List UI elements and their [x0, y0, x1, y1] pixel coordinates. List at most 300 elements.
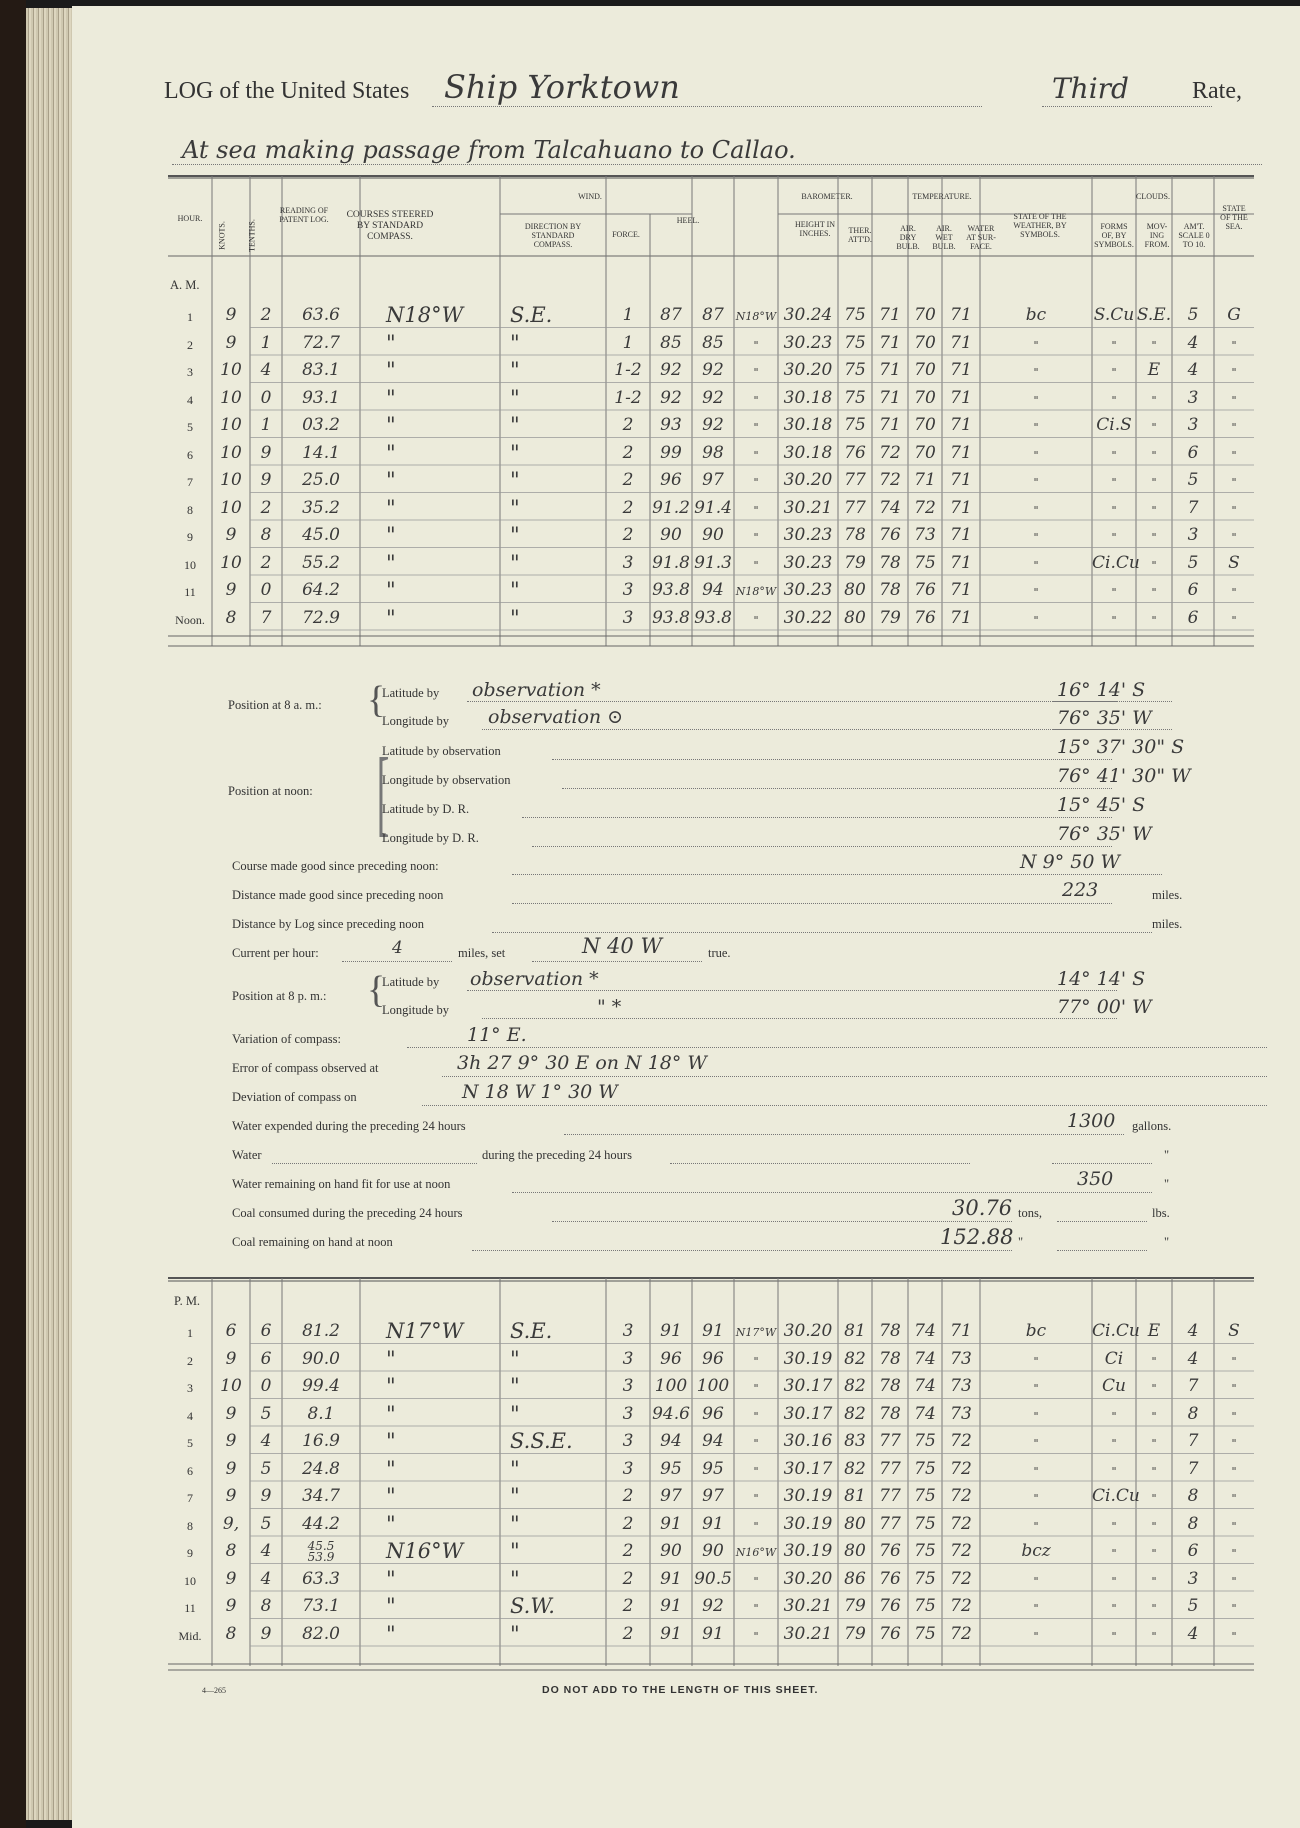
pos8am-lon: 76° 35' W	[1057, 707, 1152, 729]
pm-cell: 97	[660, 1486, 682, 1506]
pm-cell: 71	[950, 1321, 972, 1341]
hdr-knots: KNOTS.	[217, 221, 227, 250]
hdr-dry-bulb: AIR. DRY BULB.	[896, 224, 920, 251]
pm-cell: 81	[844, 1321, 866, 1341]
pm-cell: "	[753, 1629, 759, 1643]
am-cell: 79	[844, 552, 866, 573]
am-cell: "	[753, 613, 759, 627]
am-cell: "	[1231, 531, 1237, 544]
am-cell: 71	[950, 552, 972, 573]
pm-cell: 30.17	[783, 1376, 833, 1396]
current-mid: miles, set	[458, 946, 506, 960]
pos8am-lon-label: Longitude by	[382, 714, 450, 728]
pm-cell: N17°W	[735, 1326, 777, 1339]
pm-cell: 9	[260, 1623, 272, 1644]
pm-cell: 96	[702, 1348, 724, 1369]
water-rem-label: Water remaining on hand fit for use at noon	[232, 1177, 451, 1191]
pm-cell: 4	[260, 1568, 272, 1589]
pm-cell: "	[1231, 1492, 1237, 1505]
pm-hour-label: 7	[187, 1491, 193, 1505]
am-cell: Ci.Cu	[1092, 552, 1140, 573]
am-hour-label: 5	[187, 420, 193, 434]
am-cell: 30.22	[783, 607, 833, 628]
am-cell: 9	[225, 580, 237, 600]
pm-cell: "	[1111, 1547, 1117, 1560]
am-cell: 63.6	[302, 305, 340, 325]
am-cell: "	[386, 605, 396, 630]
am-cell: 71	[950, 607, 972, 628]
am-cell: 83.1	[302, 360, 340, 380]
am-cell: "	[1111, 531, 1117, 544]
posnoon-label: Position at noon:	[228, 784, 313, 798]
am-cell: 79	[879, 607, 901, 628]
pm-cell: "	[1111, 1602, 1117, 1615]
pm-cell: 8.1	[307, 1403, 335, 1424]
pm-cell: "	[1231, 1519, 1237, 1533]
pm-cell: 9	[225, 1431, 237, 1451]
pm-cell: 91	[660, 1513, 682, 1534]
water-exp-value: 1300	[1067, 1110, 1116, 1132]
coal-cons-value: 30.76	[952, 1196, 1013, 1220]
pm-cell: 78	[879, 1376, 901, 1396]
am-cell: 4	[260, 360, 272, 380]
am-cell: 75	[844, 305, 866, 325]
form-number: 4—265	[202, 1686, 226, 1695]
pm-cell: 82.0	[302, 1623, 340, 1644]
am-cell: S.E.	[510, 303, 553, 327]
am-cell: 25.0	[302, 470, 340, 490]
am-cell: 80	[844, 580, 866, 600]
pm-cell: "	[386, 1621, 396, 1646]
pm-cell: 16.9	[302, 1431, 340, 1451]
pm-cell: 30.19	[783, 1541, 833, 1561]
am-cell: 2	[622, 442, 634, 463]
am-cell: 70	[914, 360, 936, 380]
pm-cell: 76	[879, 1568, 901, 1589]
pm-cell: 30.19	[783, 1513, 833, 1534]
pm-cell: 9,	[222, 1513, 240, 1534]
am-cell: 10	[220, 387, 242, 408]
am-cell: "	[386, 495, 396, 520]
pm-cell: 92	[702, 1596, 724, 1616]
hdr-cloud-moving: MOV- ING FROM.	[1144, 222, 1170, 249]
am-cell: "	[510, 468, 520, 492]
am-hour-label: Noon.	[175, 612, 205, 627]
pm-cell: 72	[950, 1541, 972, 1561]
am-cell: 74	[879, 497, 901, 518]
am-cell: S	[1228, 552, 1240, 573]
pm-cell: "	[510, 1484, 520, 1508]
pm-hour-label: 10	[184, 1573, 196, 1588]
am-cell: 93	[660, 415, 682, 435]
am-cell: "	[1151, 476, 1157, 489]
pm-cell: S.W.	[510, 1594, 555, 1618]
pm-cell: bc	[1025, 1321, 1047, 1341]
pm-cell: 74	[914, 1403, 936, 1424]
pm-cell: 97	[702, 1486, 724, 1506]
sheet-notice: DO NOT ADD TO THE LENGTH OF THIS SHEET.	[542, 1684, 819, 1696]
am-cell: G	[1227, 305, 1241, 325]
pm-cell: Ci.Cu	[1092, 1321, 1140, 1341]
am-cell: 75	[844, 415, 866, 435]
hdr-patent-log: READING OF PATENT LOG.	[279, 206, 329, 224]
am-cell: 9	[225, 525, 237, 545]
am-cell: "	[1033, 503, 1039, 517]
pm-hour-label: 3	[187, 1381, 193, 1395]
am-cell: "	[386, 358, 396, 382]
coal-rem-label: Coal remaining on hand at noon	[232, 1235, 393, 1249]
pm-cell: "	[1033, 1464, 1039, 1478]
pm-cell: 91	[660, 1596, 682, 1616]
pm-cell: "	[1151, 1492, 1157, 1505]
am-cell: 76	[914, 580, 936, 600]
pm-cell: "	[1231, 1574, 1237, 1588]
pm-cell: "	[1151, 1519, 1157, 1533]
pm-cell: 94.6	[652, 1403, 690, 1424]
am-cell: 70	[914, 332, 936, 353]
am-cell: 76	[844, 442, 866, 463]
pm-cell: "	[1231, 1464, 1237, 1478]
hdr-wind: WIND.	[578, 192, 602, 201]
am-cell: 75	[844, 387, 866, 408]
pm-cell: "	[1111, 1409, 1117, 1423]
pm-cell: 72	[950, 1458, 972, 1479]
am-cell: 35.2	[302, 497, 340, 518]
am-cell: 1	[622, 305, 634, 325]
pm-cell: "	[753, 1464, 759, 1478]
pm-cell: 30.21	[783, 1596, 833, 1616]
am-label: A. M.	[170, 278, 200, 292]
noon-lat-dr-label: Latitude by D. R.	[382, 802, 470, 816]
pm-cell: "	[1033, 1409, 1039, 1423]
pm-cell: "	[1151, 1437, 1157, 1450]
am-cell: 71	[950, 332, 972, 353]
am-cell: 75	[844, 332, 866, 353]
pm-cell: 75	[914, 1623, 936, 1644]
am-cell: "	[1033, 366, 1039, 379]
am-cell: 77	[844, 470, 866, 490]
pm-cell: "	[1111, 1574, 1117, 1588]
pm-cell: "	[386, 1429, 396, 1453]
am-cell: 30.23	[783, 332, 833, 353]
am-cell: "	[753, 476, 759, 489]
pm-cell: 75	[914, 1458, 936, 1479]
am-hour-label: 10	[184, 557, 196, 572]
am-cell: 71	[950, 470, 972, 490]
am-cell: "	[1151, 531, 1157, 544]
pm-cell: 8	[260, 1596, 272, 1616]
am-cell: "	[1231, 476, 1237, 489]
pm-cell: 80	[844, 1541, 866, 1561]
am-cell: 1	[260, 415, 272, 435]
pm-cell: 91	[660, 1623, 682, 1644]
am-cell: 9	[225, 305, 237, 325]
pm-cell: 75	[914, 1568, 936, 1589]
am-cell: 3	[622, 607, 634, 628]
am-cell: "	[386, 523, 396, 547]
am-cell: "	[1151, 421, 1157, 434]
am-cell: "	[386, 385, 396, 410]
am-cell: 71	[950, 525, 972, 545]
am-cell: "	[386, 440, 396, 465]
pm-cell: 34.7	[302, 1486, 340, 1506]
am-cell: 30.20	[783, 470, 833, 490]
pm-cell: 73.1	[302, 1596, 340, 1616]
pm-cell: 8	[1187, 1513, 1199, 1534]
pm-cell: 63.3	[302, 1568, 340, 1589]
am-cell: "	[1231, 393, 1237, 407]
pm-cell: "	[1151, 1547, 1157, 1560]
miles-label-1: miles.	[1152, 888, 1183, 902]
am-cell: 71	[879, 415, 901, 435]
am-cell: 92	[660, 360, 682, 380]
am-cell: 90	[702, 525, 724, 545]
pm-cell: 6	[260, 1348, 272, 1369]
pm-cell: "	[753, 1492, 759, 1505]
am-cell: 8	[225, 607, 237, 628]
am-cell: 96	[660, 470, 682, 490]
variation-value: 11° E.	[467, 1024, 527, 1046]
pm-cell: 74	[914, 1321, 936, 1341]
am-cell: "	[1231, 366, 1237, 379]
pm-cell: 3	[622, 1321, 634, 1341]
pm-hour-label: 5	[187, 1436, 193, 1450]
pm-cell: 72	[950, 1596, 972, 1616]
hdr-cloud-forms: FORMS OF, BY SYMBOLS.	[1094, 222, 1134, 249]
am-cell: "	[1151, 613, 1157, 627]
pm-cell: Ci.Cu	[1092, 1486, 1140, 1506]
am-hour-label: 7	[187, 475, 193, 489]
pm-cell: 79	[844, 1596, 866, 1616]
pm-cell: 77	[879, 1513, 901, 1534]
pm-cell: 78	[879, 1321, 901, 1341]
am-cell: 30.23	[783, 580, 833, 600]
pm-cell: 90.0	[302, 1348, 340, 1369]
pm-cell: 79	[844, 1623, 866, 1644]
pm-cell: 9	[225, 1458, 237, 1479]
am-cell: 14.1	[302, 442, 340, 463]
pm-cell: "	[1033, 1492, 1039, 1505]
pm-cell: 75	[914, 1596, 936, 1616]
hdr-sea: STATE OF THE SEA.	[1220, 204, 1248, 231]
pm-cell: 30.19	[783, 1486, 833, 1506]
am-cell: 78	[844, 525, 866, 545]
am-cell: "	[1033, 393, 1039, 407]
pm-cell: "	[510, 1346, 520, 1371]
miles-label-2: miles.	[1152, 917, 1183, 931]
pm-cell: "	[510, 1374, 520, 1398]
pm-cell: 2	[622, 1513, 634, 1534]
pos8am-label: Position at 8 a. m.:	[228, 698, 322, 712]
am-cell: 87	[702, 305, 724, 325]
am-cell: N18°W	[386, 303, 464, 327]
pm-cell: 96	[702, 1403, 724, 1424]
pm-cell: "	[386, 1594, 396, 1618]
pm-hour-label: 11	[184, 1601, 196, 1615]
am-cell: 3	[1187, 525, 1199, 545]
am-cell: 73	[914, 525, 936, 545]
hdr-wind-force: FORCE.	[612, 230, 640, 239]
am-cell: 92	[702, 415, 724, 435]
am-cell: 2	[622, 470, 634, 490]
am-cell: "	[510, 550, 520, 575]
am-cell: 91.2	[652, 497, 690, 518]
pm-cell: "	[753, 1602, 759, 1615]
pos8am-lon-method: observation ⊙	[488, 706, 624, 728]
pm-cell: 72	[950, 1431, 972, 1451]
pos8pm-lon-method: " *	[597, 996, 622, 1018]
pm-cell: "	[1111, 1519, 1117, 1533]
pm-hour-label: 4	[187, 1408, 193, 1423]
am-cell: "	[753, 448, 759, 462]
pm-label: P. M.	[174, 1294, 201, 1308]
am-cell: 97	[702, 470, 724, 490]
pm-cell: 8	[225, 1541, 237, 1561]
pm-hour-label: 8	[187, 1518, 193, 1533]
am-cell: 87	[660, 305, 682, 325]
am-cell: 91.3	[694, 552, 732, 573]
am-cell: "	[386, 550, 396, 575]
pm-cell: 91	[660, 1568, 682, 1589]
am-cell: 6	[1187, 607, 1199, 628]
am-cell: "	[753, 503, 759, 517]
pm-cell: 83	[844, 1431, 866, 1451]
am-cell: S.E.	[1136, 305, 1172, 325]
am-cell: "	[1111, 338, 1117, 352]
pm-cell: "	[1151, 1629, 1157, 1643]
pm-cell: 2	[622, 1486, 634, 1506]
pm-cell: 30.19	[783, 1348, 833, 1369]
pm-cell: "	[1033, 1519, 1039, 1533]
pm-cell: 74	[914, 1348, 936, 1369]
am-cell: 1-2	[614, 360, 642, 380]
am-cell: 70	[914, 387, 936, 408]
am-cell: 93.8	[652, 607, 690, 628]
pm-cell: 0	[260, 1376, 272, 1396]
pm-cell: Cu	[1102, 1376, 1126, 1396]
dist-good-value: 223	[1062, 879, 1099, 901]
current-end: true.	[708, 946, 731, 960]
am-cell: 92	[702, 360, 724, 380]
am-cell: "	[386, 578, 396, 602]
water-ditto: "	[1164, 1148, 1170, 1162]
pos8pm-lon-label: Longitude by	[382, 1003, 450, 1017]
current-set: N 40 W	[582, 934, 663, 958]
ship-name: Ship Yorktown	[444, 68, 680, 106]
log-sheet: LOG of the United States Ship Yorktown Third Rate, At sea making passage from Talcahuano to Callao. HOUR. KNOTS. TENTHS. READING OF PATENT LOG. COURSES STEERED BY STANDARD COMPASS. WIND. DIRECTION BY STANDARD COMPASS. FORCE. HEEL. BAROMETER. HEIGHT IN INCHES. THER. ATT'D. TEMPERATURE. AIR. DRY BULB. AIR. WET BULB. WATER AT SUR- FACE. STATE OF THE WEATHER, BY SYMBOLS. CLOUDS. FORMS OF, BY SYMBOLS. MOV- ING FROM. AM'T. SCALE 0 TO 10. STATE OF THE SEA. A. M. 1 9 2 63.6 N18°W S.E. 1 87 87 N18°W 30.24 75 71 70 71 bc S.Cu S.E. 5 G 2 9 1 72.7 " " 1 85 85 " 30.23 75 71 70 71 " " " 4 " 3 10 4 83.1 " " 1-2 92 92 " 30.20 75 71 70 71 " " E 4 " 4 10 0 93.1 " " 1-2 92 92 " 30.18 75 71 70 71 " " " 3 " 5 10 1 03.2 " " 2 93 92 " 30.18 75 71 70 71 " Ci.S " 3 " 6 10 9 14.1 " " 2 99 98 " 30.18 76 72 70 71 " " " 6 " 7 10 9 25.0 " " 2 96 97 " 30.20 77 72 71 71 " " " 5 " 8 10 2 35.2 " " 2 91.2 91.4 " 30.21 77 74 72 71 " " " 7 " 9 9 8 45.0 " " 2 90 90 " 30.23 78 76 73 71 " " " 3 " 10 10 2 55.2 " " 3 91.8 91.3 " 30.23 79 78 75 71 " Ci.Cu " 5 S 11 9 0 64.2 " " 3 93.8 94 N18°W 30.23 80 78 76 71 " " " 6 " Noon. 8 7 72.9 " " 3 93.8 93.8 " 30.22 80 79 76 71 " " " 6 " Position at 8 a. m.: { Latitude by observation * 16° 14' S Longitude by observation ⊙ 76° 35' W Position at noon: [ Latitude by observation 15° 37' 30" S Longitude by observation 76° 41' 30" W Latitude by D. R. 15° 45' S Longitude by D. R. 76° 35' W Course made good since preceding noon: N 9° 50 W Distance made good since preceding noon 223 miles. Distance by Log since preceding noon miles. Current per hour: 4 miles, set N 40 W true. Position at 8 p. m.: { Latitude by observation * 14° 14' S Longitude by " * 77° 00' W Variation of compass: 11° E. Error of compass observed at 3h 27 9° 30 E on N 18° W Deviation of compass on N 18 W 1° 30 W Water expended during the preceding 24 hours 1300 gallons. Water during the preceding 24 hours " Water remaining on hand fit for use at noon 350 " Coal consumed during the preceding 24 hours 30.76 tons, lbs. Coal remaining on hand at noon 152.88 " " P. M. 1 6 6 81.2 N17°W S.E. 3 91 91 N17°W 30.20 81 78 74 71 bc Ci.Cu E 4 S 2 9 6 90.0 " " 3 96 96 " 30.19 82 78 74 73 " Ci " 4 " 3 10 0 99.4 " " 3 100 100 " 30.17 82 78 74 73 " Cu " 7 " 4 9 5 8.1 " " 3 94.6 96 " 30.17 82 78 74 73 " " " 8 " 5 9 4 16.9 " S.S.E. 3 94 94 " 30.16 83 77 75 72 " " " 7 " 6 9 5 24.8 " " 3 95 95 " 30.17 82 77 75 72 " " " 7 " 7 9 9 34.7 " " 2 97 97 " 30.19 81 77 75 72 " Ci.Cu " 8 " 8 9, 5 44.2 " " 2 91 91 " 30.19 80 77 75 72 " " " 8 " 9 8 4 45.5 53.9 N16°W " 2 90 90 N16°W 30.19 80 76 75 72 bcz " " 6 " 10 9 4 63.3 " " 2 91 90.5 " 30.20 86 76 75 72 " " " 3 " 11 9 8 73.1 " S.W. 2 91 92 " 30.21 79 76 75 72 " " " 5 " Mid. 8 9 82.0 " " 2 91 91 " 30.21 79 76 75 72 " " " 4 " 4—265 DO NOT ADD TO THE LENGTH OF THIS SHEET.	[72, 6, 1300, 1828]
am-cell: 9	[225, 332, 237, 353]
pm-cell: 5	[260, 1458, 272, 1479]
pm-cell: "	[1111, 1437, 1117, 1450]
hdr-hour: HOUR.	[177, 214, 203, 223]
pm-cell: "	[1033, 1629, 1039, 1643]
am-cell: "	[1111, 613, 1117, 627]
hdr-wind-direction: DIRECTION BY STANDARD COMPASS.	[524, 222, 582, 249]
pm-cell: 76	[879, 1596, 901, 1616]
rate-value: Third	[1052, 72, 1129, 105]
pm-cell: "	[1033, 1602, 1039, 1615]
pm-cell: 94	[702, 1431, 724, 1451]
variation-label: Variation of compass:	[232, 1032, 342, 1046]
pm-cell: 30.17	[783, 1403, 833, 1424]
pm-cell: "	[1111, 1464, 1117, 1478]
coal-cons-label: Coal consumed during the preceding 24 hours	[232, 1206, 463, 1220]
pos8pm-lon: 77° 00' W	[1057, 996, 1152, 1018]
am-cell: Ci.S	[1096, 415, 1132, 435]
pm-cell: "	[1111, 1629, 1117, 1643]
am-cell: 1-2	[614, 387, 642, 408]
hdr-barometer: BAROMETER.	[801, 192, 853, 201]
am-cell: "	[386, 413, 396, 437]
pm-cell: 30.16	[783, 1431, 833, 1451]
am-cell: 92	[702, 387, 724, 408]
am-cell: 6	[1187, 580, 1199, 600]
pm-cell: 82	[844, 1458, 866, 1479]
pm-cell: 82	[844, 1348, 866, 1369]
pm-cell: "	[386, 1484, 396, 1508]
am-cell: "	[510, 605, 520, 630]
pm-cell: 24.8	[302, 1458, 340, 1479]
pm-cell: 75	[914, 1486, 936, 1506]
am-cell: 71	[879, 387, 901, 408]
am-cell: "	[753, 366, 759, 379]
pm-cell: "	[1033, 1574, 1039, 1588]
pm-cell: 81.2	[302, 1321, 340, 1341]
pm-cell: "	[510, 1401, 520, 1426]
hdr-cloud-amount: AM'T. SCALE 0 TO 10.	[1178, 222, 1210, 249]
am-cell: "	[1111, 476, 1117, 489]
am-cell: 5	[1187, 470, 1199, 490]
am-cell: 10	[220, 552, 242, 573]
pm-cell: 95	[702, 1458, 724, 1479]
am-cell: 0	[260, 387, 272, 408]
am-cell: 71	[950, 442, 972, 463]
am-cell: 71	[950, 360, 972, 380]
noon-lat-dr: 15° 45' S	[1057, 794, 1146, 816]
pm-cell: "	[753, 1382, 759, 1395]
am-cell: 76	[879, 525, 901, 545]
noon-lon-dr-label: Longitude by D. R.	[382, 831, 479, 845]
am-cell: "	[1231, 338, 1237, 352]
am-cell: E	[1147, 360, 1161, 380]
pm-cell: 4	[260, 1541, 272, 1561]
am-cell: 71	[950, 415, 972, 435]
pm-cell: 91	[702, 1623, 724, 1644]
pm-cell: 91	[702, 1513, 724, 1534]
am-cell: "	[1231, 421, 1237, 434]
pm-cell: 9	[225, 1596, 237, 1616]
pm-cell: 4	[260, 1431, 272, 1451]
pm-cell: 3	[622, 1458, 634, 1479]
am-cell: "	[1111, 393, 1117, 407]
pm-cell: N16°W	[386, 1539, 464, 1563]
am-cell: 5	[1187, 305, 1199, 325]
am-hour-label: 9	[187, 530, 193, 544]
pm-cell: "	[753, 1519, 759, 1533]
pm-cell: 9	[225, 1348, 237, 1369]
noon-lat-obs-label: Latitude by observation	[382, 744, 501, 758]
pm-cell: 2	[622, 1541, 634, 1561]
pm-cell: N16°W	[735, 1546, 777, 1559]
am-cell: 7	[260, 607, 272, 628]
am-cell: 71	[950, 387, 972, 408]
voyage-subtitle: At sea making passage from Talcahuano to Callao.	[182, 136, 796, 164]
am-hour-label: 8	[187, 502, 193, 517]
am-cell: 2	[260, 552, 272, 573]
pm-cell: 95	[660, 1458, 682, 1479]
current-label: Current per hour:	[232, 946, 319, 960]
hdr-temperature: TEMPERATURE.	[912, 192, 972, 201]
